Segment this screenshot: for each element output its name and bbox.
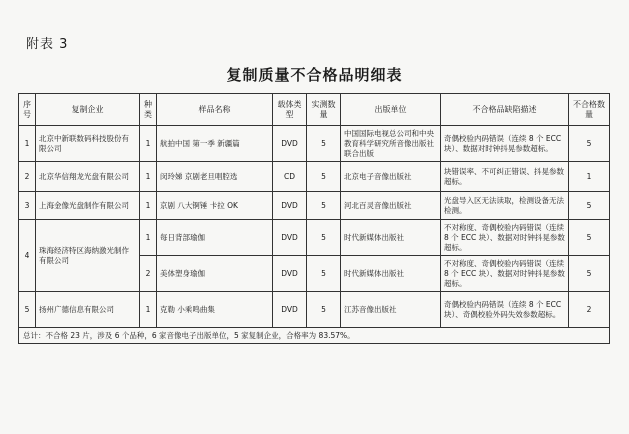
cell-fail: 5 — [569, 220, 610, 256]
cell-sample: 克勒 小乘鸣曲集 — [157, 292, 273, 328]
cell-publisher: 北京电子音像出版社 — [341, 162, 441, 192]
cell-carrier: DVD — [273, 292, 307, 328]
cell-sample: 美体塑身瑜伽 — [157, 256, 273, 292]
cell-company: 扬州广德信息有限公司 — [36, 292, 140, 328]
cell-qty: 5 — [307, 292, 341, 328]
cell-company: 珠海经济特区海纳激光制作有限公司 — [36, 220, 140, 292]
cell-seq: 4 — [19, 220, 36, 292]
cell-fail: 2 — [569, 292, 610, 328]
cell-fail: 5 — [569, 192, 610, 220]
cell-qty: 5 — [307, 162, 341, 192]
cell-seq: 1 — [19, 126, 36, 162]
table-row — [19, 292, 610, 328]
cell-kind: 1 — [140, 126, 157, 162]
cell-qty: 5 — [307, 192, 341, 220]
header-company: 复制企业 — [36, 94, 140, 126]
cell-seq: 3 — [19, 192, 36, 220]
cell-sample: 闵玲娣 京剧老旦唱腔选 — [157, 162, 273, 192]
cell-seq: 5 — [19, 292, 36, 328]
cell-kind: 1 — [140, 292, 157, 328]
cell-defect: 不对称度、奇偶校验内码错误（连续 8 个 ECC 块）、数据对时钟抖晃参数超标。 — [441, 220, 569, 256]
cell-kind: 1 — [140, 220, 157, 256]
summary-text: 总计：不合格 23 片，涉及 6 个品种，6 家音像电子出版单位，5 家复制企业，合格率为 83.57%。 — [19, 328, 610, 344]
cell-sample: 京剧 八大锕锤 卡拉 OK — [157, 192, 273, 220]
header-qty: 实测数量 — [307, 94, 341, 126]
cell-publisher: 中国国际电视总公司和中央教育科学研究所音像出版社联合出版 — [341, 126, 441, 162]
cell-publisher: 时代新媒体出版社 — [341, 256, 441, 292]
cell-publisher: 河北百灵音像出版社 — [341, 192, 441, 220]
cell-sample: 航拍中国 第一季 新疆篇 — [157, 126, 273, 162]
summary-row — [19, 328, 610, 344]
cell-defect: 不对称度、奇偶校验内码错误（连续 8 个 ECC 块）、数据对时钟抖晃参数超标。 — [441, 256, 569, 292]
cell-company: 上海金像光盘制作有限公司 — [36, 192, 140, 220]
header-sample: 样品名称 — [157, 94, 273, 126]
table-row — [19, 220, 610, 256]
appendix-label: 附表 3 — [26, 37, 69, 52]
cell-defect: 奇偶校验内码错误（连续 8 个 ECC 块）、奇偶校验外码失效参数超标。 — [441, 292, 569, 328]
cell-carrier: DVD — [273, 126, 307, 162]
table-row — [19, 162, 610, 192]
cell-publisher: 江苏音像出版社 — [341, 292, 441, 328]
cell-kind: 1 — [140, 162, 157, 192]
cell-kind: 2 — [140, 256, 157, 292]
cell-seq: 2 — [19, 162, 36, 192]
cell-qty: 5 — [307, 220, 341, 256]
header-publisher: 出版单位 — [341, 94, 441, 126]
header-fail: 不合格数量 — [569, 94, 610, 126]
header-kinds: 种类 — [140, 94, 157, 126]
cell-sample: 每日背部瑜伽 — [157, 220, 273, 256]
document-title: 复制质量不合格品明细表 — [226, 66, 403, 84]
header-seq: 序号 — [19, 94, 36, 126]
cell-publisher: 时代新媒体出版社 — [341, 220, 441, 256]
cell-defect: 块错误率、不可纠正错误、抖晃参数超标。 — [441, 162, 569, 192]
table-header-row — [19, 94, 610, 126]
cell-carrier: DVD — [273, 220, 307, 256]
cell-kind: 1 — [140, 192, 157, 220]
cell-carrier: DVD — [273, 256, 307, 292]
table-row — [19, 126, 610, 162]
cell-defect: 奇偶校验内码错误（连续 8 个 ECC 块）、数据对时钟抖晃参数超标。 — [441, 126, 569, 162]
cell-company: 北京华信翔龙光盘有限公司 — [36, 162, 140, 192]
table-row — [19, 192, 610, 220]
cell-carrier: DVD — [273, 192, 307, 220]
cell-fail: 5 — [569, 126, 610, 162]
cell-qty: 5 — [307, 126, 341, 162]
header-carrier: 载体类型 — [273, 94, 307, 126]
cell-fail: 5 — [569, 256, 610, 292]
cell-carrier: CD — [273, 162, 307, 192]
cell-company: 北京中新联数码科技股份有限公司 — [36, 126, 140, 162]
header-defect: 不合格品缺陷描述 — [441, 94, 569, 126]
cell-fail: 1 — [569, 162, 610, 192]
cell-defect: 光盘导入区无法读取，检测设备无法检测。 — [441, 192, 569, 220]
cell-qty: 5 — [307, 256, 341, 292]
defect-table — [18, 93, 610, 344]
